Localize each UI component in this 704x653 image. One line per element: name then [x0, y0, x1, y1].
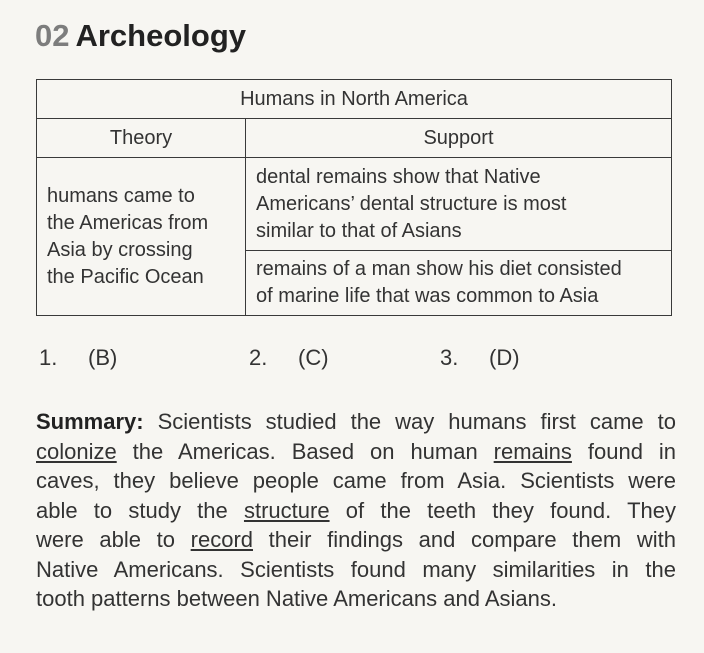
summary-text: their findings and compare them with	[268, 527, 676, 552]
summary-text: of the teeth they found. They	[345, 497, 676, 523]
section-heading	[35, 18, 246, 54]
summary-line	[36, 584, 676, 614]
support-line: similar to that of Asians	[256, 219, 462, 242]
col-header-theory: Theory	[37, 119, 246, 158]
answer-number-3: 3.	[440, 345, 459, 370]
theory-line: Asia by crossing	[47, 238, 193, 261]
answer-value-2: (C)	[298, 345, 329, 370]
summary-paragraph	[36, 407, 676, 614]
summary-text: were able to	[36, 527, 175, 552]
support-line: of marine life that was common to Asia	[256, 285, 599, 307]
vocab-word-structure: structure	[243, 497, 330, 523]
summary-line	[36, 496, 676, 526]
col-header-support: Support	[246, 119, 672, 158]
theory-cell	[37, 158, 246, 316]
summary-label: Summary:	[36, 409, 144, 434]
table-caption: Humans in North America	[37, 80, 672, 119]
support-cell-2	[246, 251, 672, 316]
support-line: remains of a man show his diet consisted	[256, 258, 622, 280]
support-cell-1	[246, 158, 672, 251]
summary-text: Native Americans. Scientists found many similarities in the	[36, 556, 676, 582]
theory-line: the Pacific Ocean	[47, 265, 204, 288]
summary-line	[36, 525, 676, 555]
summary-text: found in	[587, 438, 676, 464]
theory-line: the Americas from	[47, 211, 209, 234]
section-title: Archeology	[75, 18, 247, 53]
summary-text: able to study the	[36, 497, 228, 523]
summary-text: tooth patterns between Native Americans and Asians.	[36, 586, 557, 611]
support-line: dental remains show that Native	[256, 165, 541, 188]
vocab-word-colonize: colonize	[36, 438, 117, 464]
answer-number-2: 2.	[249, 345, 268, 370]
summary-line	[36, 407, 676, 437]
summary-text: caves, they believe people came from Asia. Scientists were	[36, 468, 676, 493]
theory-line: humans came to	[47, 184, 195, 207]
support-line: Americans’ dental structure is most	[256, 192, 567, 215]
summary-line	[36, 555, 676, 585]
answer-value-1: (B)	[88, 345, 118, 370]
section-number: 02	[35, 18, 70, 53]
notes-table	[36, 79, 672, 316]
answer-number-1: 1.	[39, 345, 58, 370]
summary-line	[36, 437, 676, 467]
answer-value-3: (D)	[489, 345, 520, 370]
summary-text: the Americas. Based on human	[132, 438, 478, 464]
summary-text: Scientists studied the way humans first came to	[157, 409, 676, 434]
summary-line	[36, 466, 676, 496]
vocab-word-remains: remains	[493, 438, 572, 464]
vocab-word-record: record	[190, 527, 253, 552]
